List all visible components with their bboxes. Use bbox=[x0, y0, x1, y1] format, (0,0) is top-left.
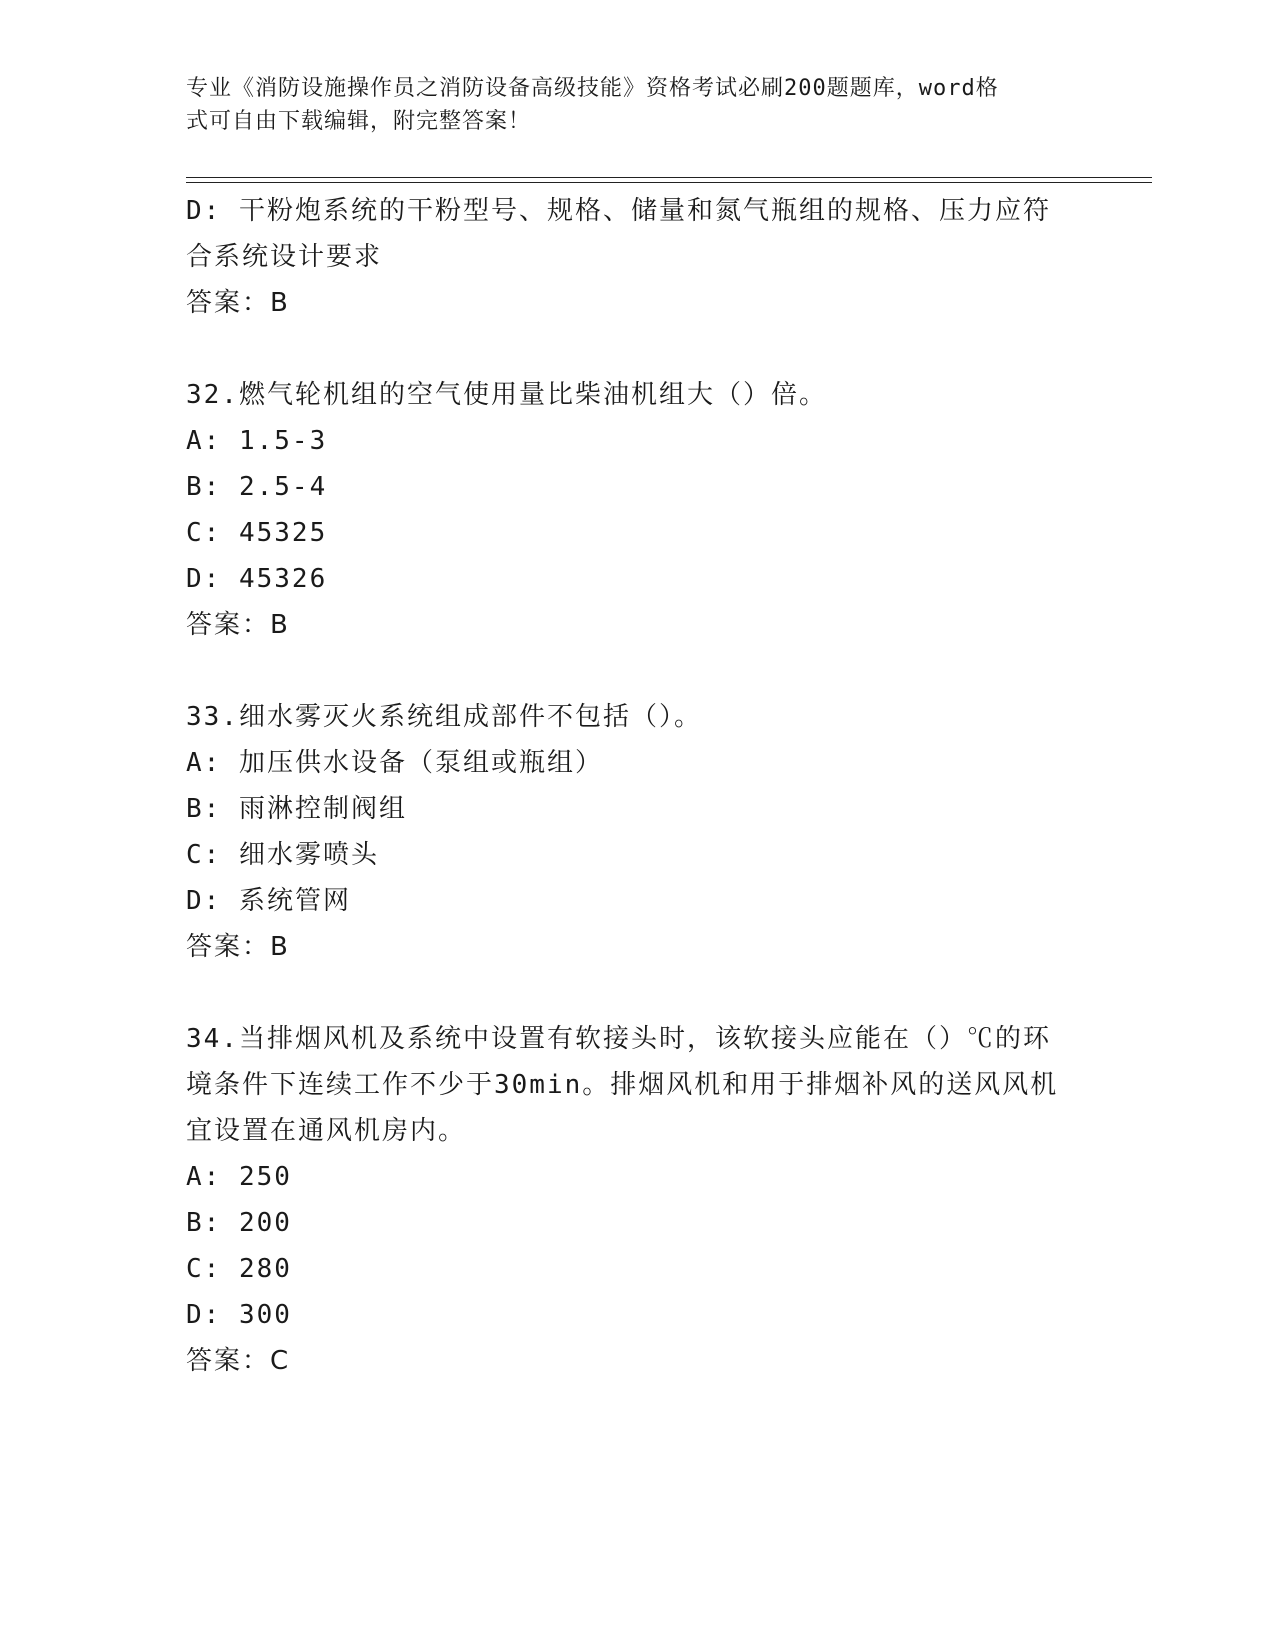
answer-label: 答案：C bbox=[186, 1346, 291, 1376]
option-c: C: 45325 bbox=[186, 518, 328, 548]
option-a: A: 1.5-3 bbox=[186, 426, 328, 456]
option-d: D: 系统管网 bbox=[186, 886, 351, 916]
option-d: D: 300 bbox=[186, 1300, 292, 1330]
question-stem-line-3: 宜设置在通风机房内。 bbox=[186, 1116, 467, 1146]
answer-label: 答案：B bbox=[186, 288, 290, 318]
option-c: C: 细水雾喷头 bbox=[186, 840, 379, 870]
question-stem-line-2: 境条件下连续工作不少于30min。排烟风机和用于排烟补风的送风风机 bbox=[186, 1070, 1059, 1100]
option-d: D: 45326 bbox=[186, 564, 328, 594]
question-fragment bbox=[186, 188, 1086, 326]
question-stem-line-1: 34.当排烟风机及系统中设置有软接头时，该软接头应能在（）℃的环 bbox=[186, 1024, 1051, 1054]
question-32 bbox=[186, 372, 1086, 648]
option-a: A: 加压供水设备（泵组或瓶组） bbox=[186, 748, 603, 778]
document-header bbox=[186, 72, 1066, 138]
option-b: B: 200 bbox=[186, 1208, 292, 1238]
header-divider-top bbox=[186, 177, 1152, 178]
option-b: B: 2.5-4 bbox=[186, 472, 328, 502]
question-33 bbox=[186, 694, 1086, 970]
spacer bbox=[186, 326, 1086, 372]
header-line-1: 专业《消防设施操作员之消防设备高级技能》资格考试必刷200题题库，word格 bbox=[186, 76, 999, 101]
option-b: B: 雨淋控制阀组 bbox=[186, 794, 407, 824]
header-line-2: 式可自由下载编辑，附完整答案！ bbox=[186, 109, 532, 134]
option-c: C: 280 bbox=[186, 1254, 292, 1284]
option-a: A: 250 bbox=[186, 1162, 292, 1192]
question-list bbox=[186, 188, 1086, 1384]
question-34 bbox=[186, 1016, 1086, 1384]
header-divider-bottom bbox=[186, 182, 1152, 183]
spacer bbox=[186, 970, 1086, 1016]
question-stem: 33.细水雾灭火系统组成部件不包括（）。 bbox=[186, 702, 702, 732]
option-d-line-1: D: 干粉炮系统的干粉型号、规格、储量和氮气瓶组的规格、压力应符 bbox=[186, 196, 1051, 226]
spacer bbox=[186, 648, 1086, 694]
answer-label: 答案：B bbox=[186, 932, 290, 962]
question-stem: 32.燃气轮机组的空气使用量比柴油机组大（）倍。 bbox=[186, 380, 827, 410]
answer-label: 答案：B bbox=[186, 610, 290, 640]
option-d-line-2: 合系统设计要求 bbox=[186, 242, 383, 272]
